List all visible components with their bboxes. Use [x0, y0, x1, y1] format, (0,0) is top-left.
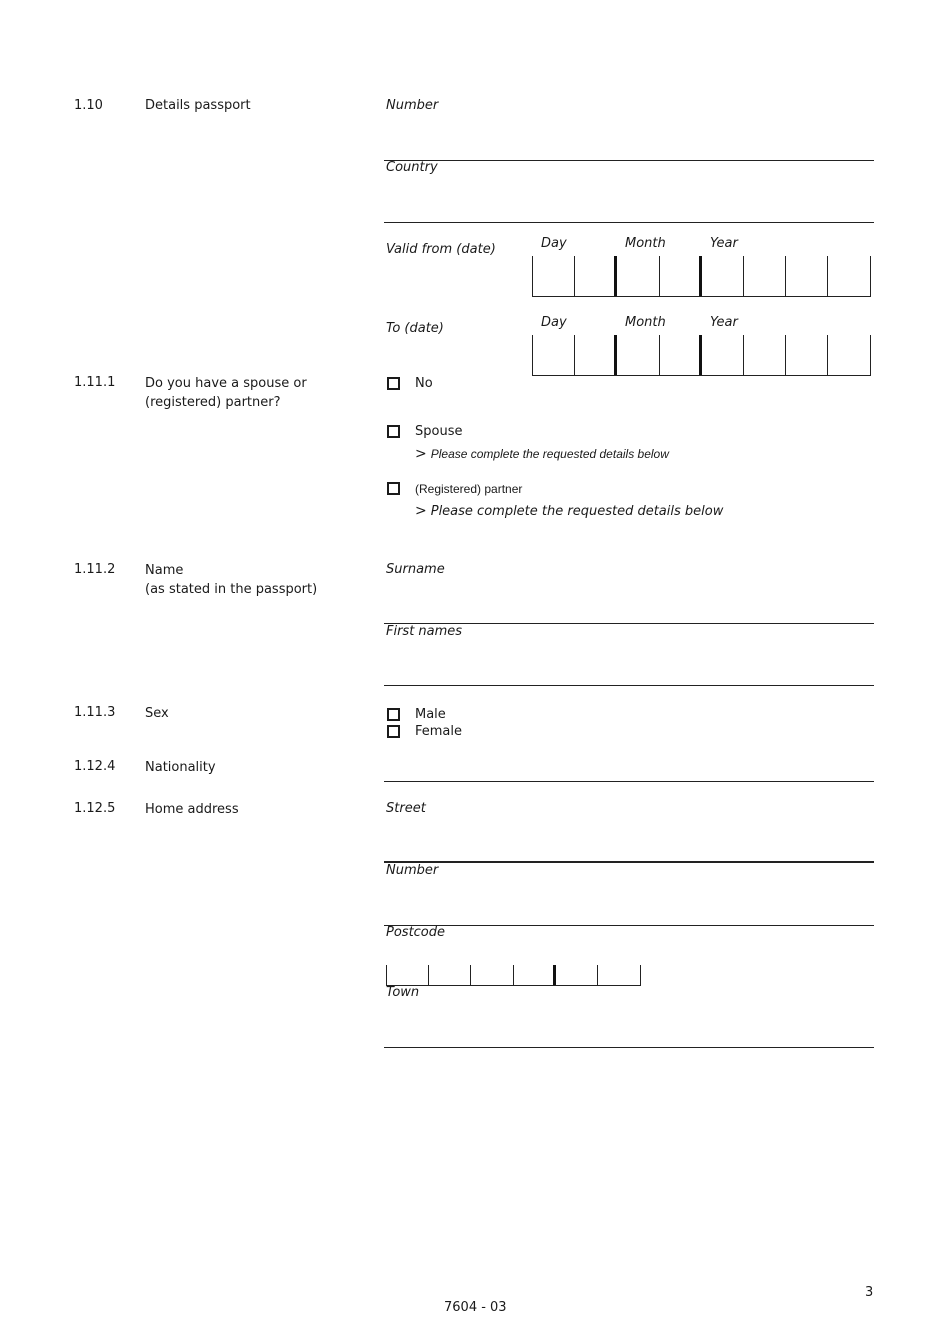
spouse-instruction-text: Please complete the requested details below [430, 447, 669, 461]
valid-from-date-grid[interactable] [532, 256, 871, 297]
postcode-digit-cell[interactable] [514, 965, 556, 985]
postcode-letter-cell[interactable] [556, 965, 598, 985]
date-digit-cell[interactable] [702, 256, 744, 296]
registered-partner-checkbox[interactable] [387, 482, 400, 495]
date-digit-cell[interactable] [617, 256, 660, 296]
town-label: Town [386, 985, 420, 1000]
first-names-field[interactable] [384, 685, 874, 686]
date-digit-cell[interactable] [533, 256, 575, 296]
town-field[interactable] [384, 1047, 874, 1048]
section-label-address: Home address [145, 802, 239, 817]
section-number-partner: 1.11.1 [74, 375, 116, 390]
street-label: Street [386, 801, 426, 816]
arrow-icon: > [415, 446, 427, 462]
date-digit-cell[interactable] [744, 335, 786, 375]
section-number-address: 1.12.5 [74, 801, 116, 816]
postcode-letter-cell[interactable] [598, 965, 641, 985]
section-label-partner: Do you have a spouse or (registered) partner? [145, 376, 307, 410]
registered-partner-option-label: (Registered) partner [415, 482, 523, 496]
surname-label: Surname [386, 562, 445, 577]
date-digit-cell[interactable] [828, 256, 871, 296]
valid-from-day-header: Day [541, 236, 567, 251]
valid-from-year-header: Year [710, 236, 738, 251]
street-field[interactable] [384, 861, 874, 863]
passport-number-field[interactable] [384, 160, 874, 161]
to-date-month-header: Month [625, 315, 666, 330]
section-label-sex: Sex [145, 706, 169, 721]
partner-instruction [415, 503, 723, 519]
female-option-label: Female [415, 724, 463, 739]
arrow-icon: > [415, 503, 427, 519]
spouse-instruction [415, 446, 669, 462]
no-option-label: No [415, 376, 433, 391]
date-digit-cell[interactable] [744, 256, 786, 296]
name-label-line2: (as stated in the passport) [145, 582, 318, 597]
page-number: 3 [865, 1285, 874, 1300]
nationality-field[interactable] [384, 781, 874, 782]
female-checkbox[interactable] [387, 725, 400, 738]
name-label-line1: Name [145, 563, 184, 578]
section-number-nationality: 1.12.4 [74, 759, 116, 774]
form-code: 7604 - 03 [444, 1300, 507, 1315]
male-option-label: Male [415, 707, 446, 722]
date-digit-cell[interactable] [786, 335, 828, 375]
date-digit-cell[interactable] [575, 335, 617, 375]
to-date-grid[interactable] [532, 335, 871, 376]
valid-from-label: Valid from (date) [386, 242, 496, 257]
male-checkbox[interactable] [387, 708, 400, 721]
to-date-year-header: Year [710, 315, 738, 330]
spouse-checkbox[interactable] [387, 425, 400, 438]
date-digit-cell[interactable] [660, 256, 702, 296]
date-digit-cell[interactable] [533, 335, 575, 375]
section-label-name [145, 561, 345, 599]
no-checkbox[interactable] [387, 377, 400, 390]
house-number-label: Number [386, 863, 439, 878]
passport-country-label: Country [386, 160, 438, 175]
section-number-sex: 1.11.3 [74, 705, 116, 720]
passport-number-label: Number [386, 98, 439, 113]
section-label-nationality: Nationality [145, 760, 216, 775]
spouse-option-label: Spouse [415, 424, 463, 439]
postcode-digit-cell[interactable] [471, 965, 514, 985]
partner-instruction-text: Please complete the requested details below [430, 504, 724, 519]
postcode-digit-cell[interactable] [387, 965, 429, 985]
postcode-grid[interactable] [386, 965, 641, 986]
date-digit-cell[interactable] [702, 335, 744, 375]
valid-from-month-header: Month [625, 236, 666, 251]
section-number-passport: 1.10 [74, 98, 103, 113]
postcode-label: Postcode [386, 925, 446, 940]
section-number-name: 1.11.2 [74, 562, 116, 577]
date-digit-cell[interactable] [828, 335, 871, 375]
date-digit-cell[interactable] [617, 335, 660, 375]
date-digit-cell[interactable] [575, 256, 617, 296]
postcode-digit-cell[interactable] [429, 965, 471, 985]
passport-country-field[interactable] [384, 222, 874, 223]
first-names-label: First names [386, 624, 463, 639]
date-digit-cell[interactable] [660, 335, 702, 375]
to-date-day-header: Day [541, 315, 567, 330]
to-date-label: To (date) [386, 321, 444, 336]
date-digit-cell[interactable] [786, 256, 828, 296]
house-number-field[interactable] [384, 925, 874, 926]
section-label-passport: Details passport [145, 98, 251, 113]
